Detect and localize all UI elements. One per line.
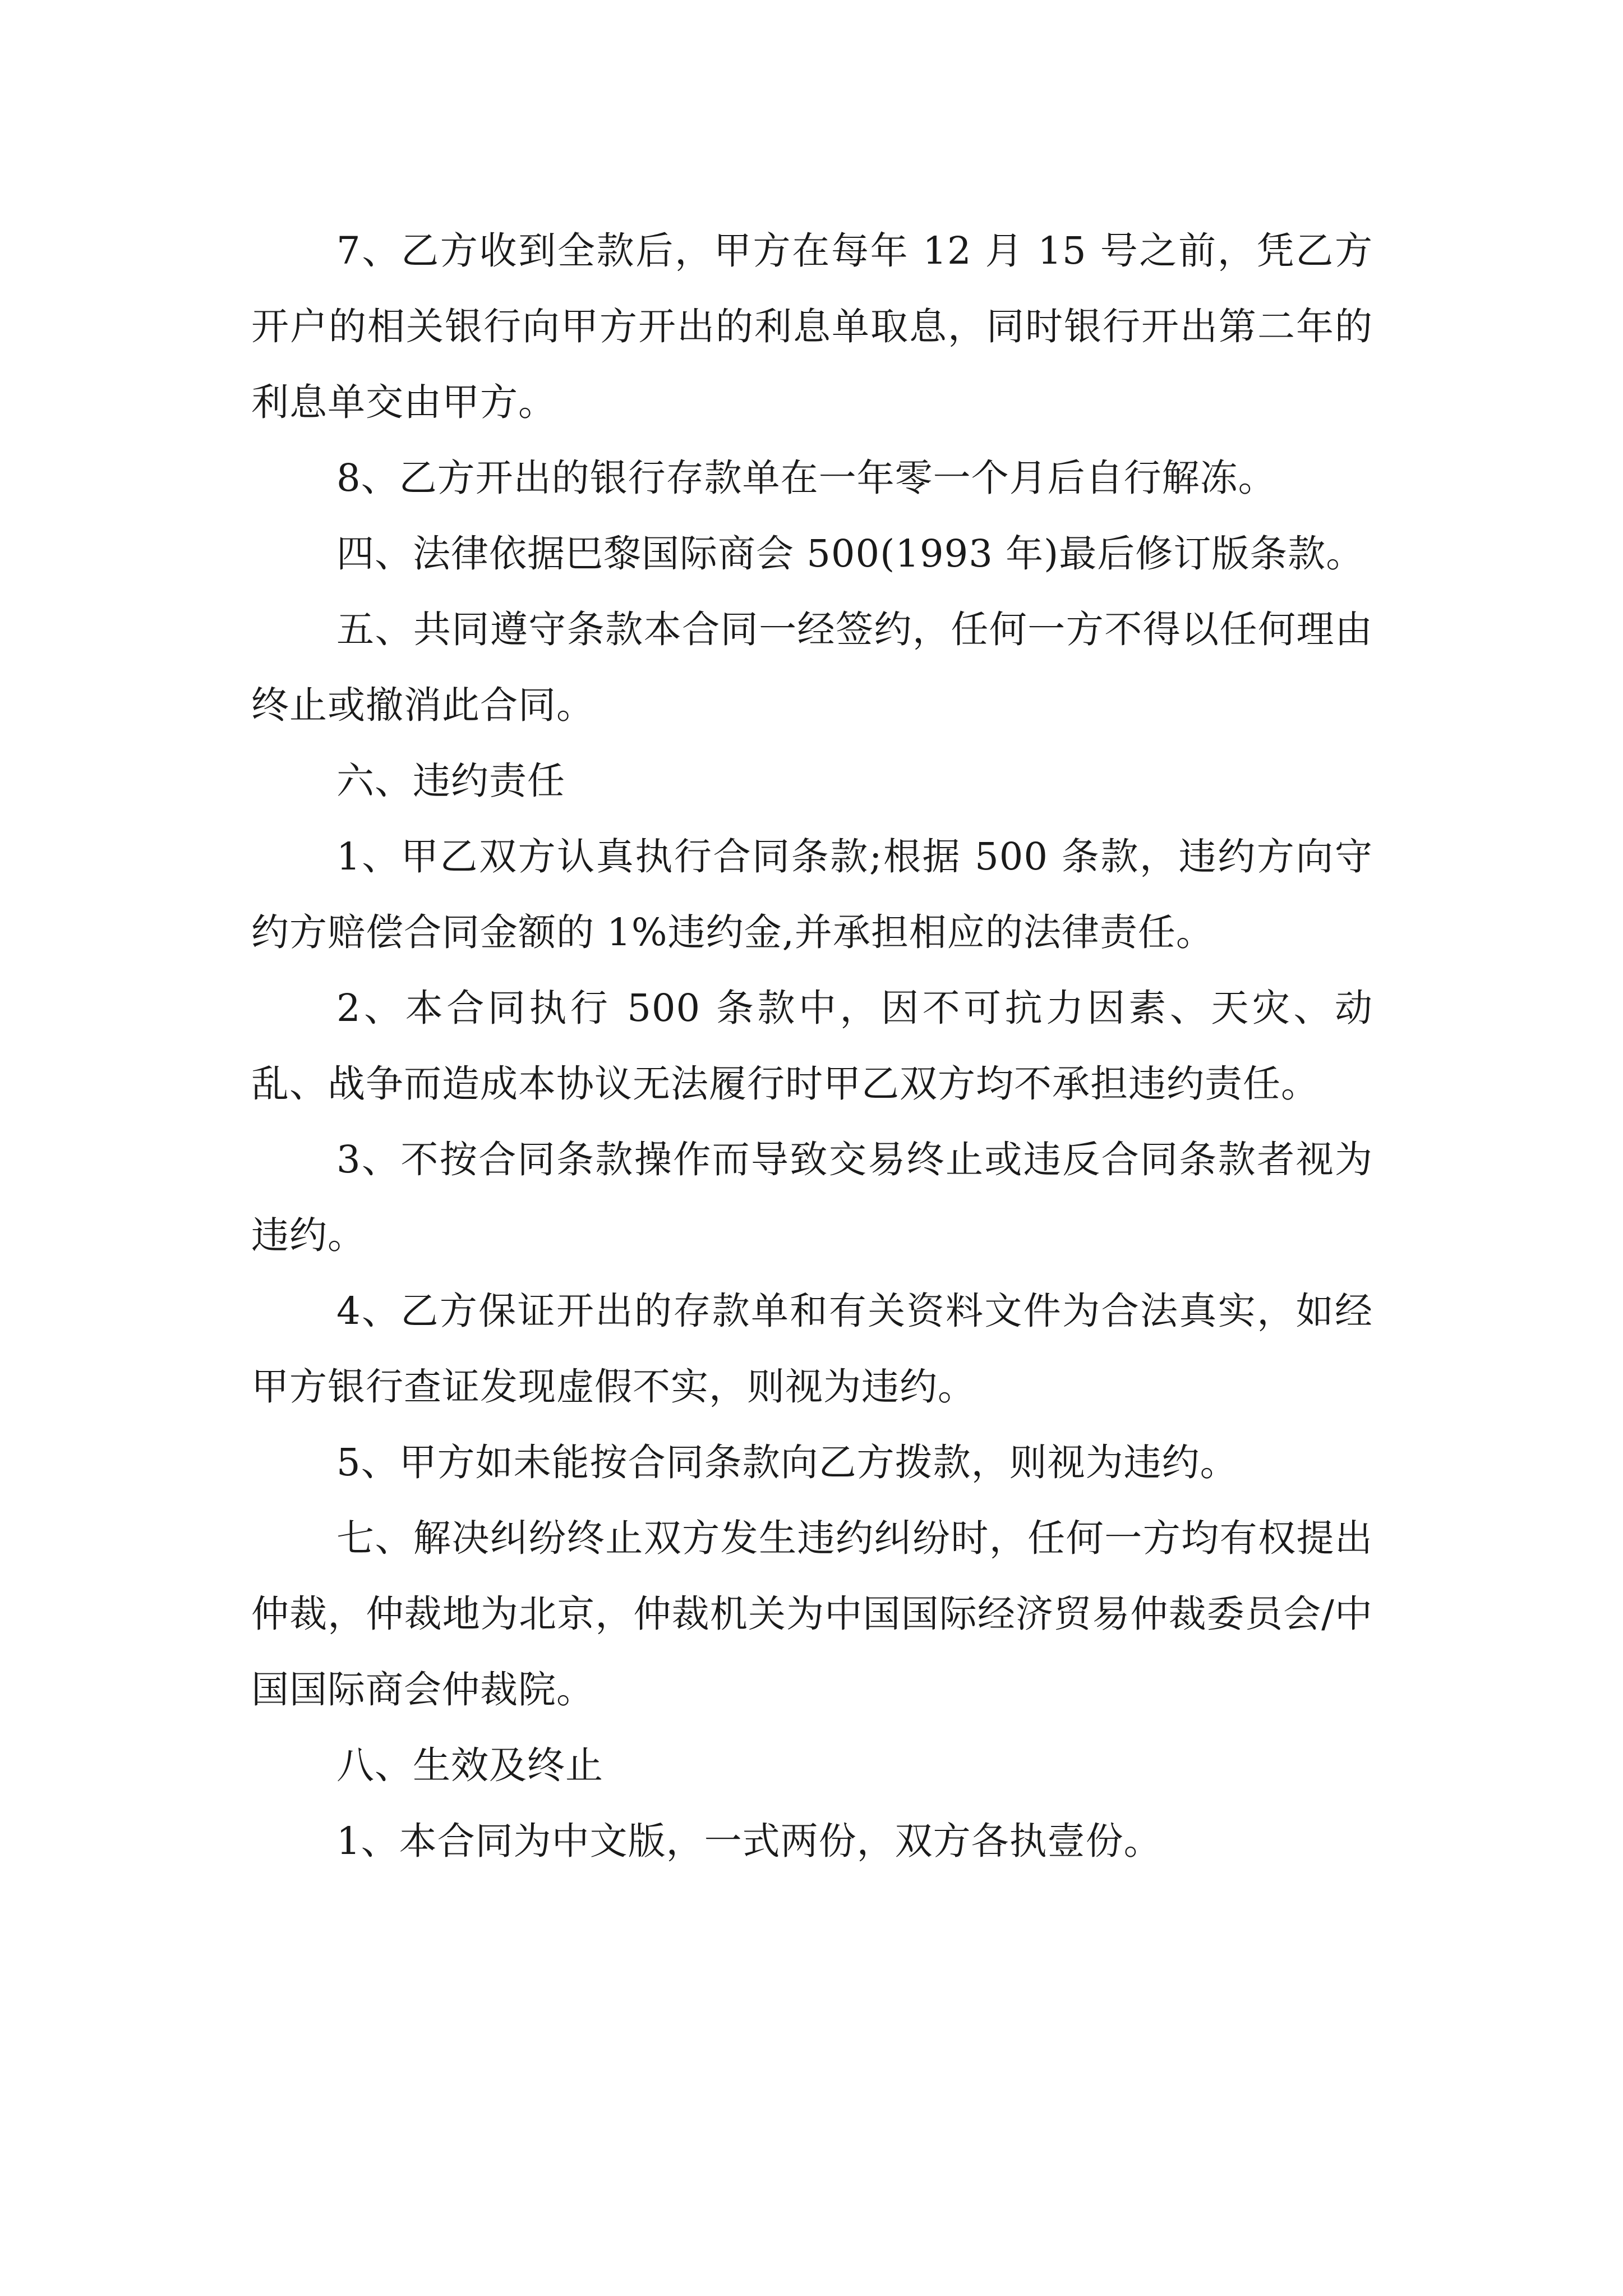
paragraph-effectiveness-1: 1、本合同为中文版，一式两份，双方各执壹份。 (336, 1819, 1162, 1863)
paragraph-liability-5: 5、甲方如未能按合同条款向乙方拨款，则视为违约。 (336, 1441, 1238, 1484)
paragraph-compliance: 五、共同遵守条款本合同一经签约，任何一方不得以任何理由终止或撤消此合同。 (251, 608, 1373, 727)
paragraph-liability-1: 1、甲乙双方认真执行合同条款;根据 500 条款，违约方向守约方赔偿合同金额的 1%违约金,并承担相应的法律责任。 (251, 835, 1373, 954)
paragraph-liability-4: 4、乙方保证开出的存款单和有关资料文件为合法真实，如经甲方银行查证发现虚假不实，则视为违约。 (251, 1289, 1373, 1409)
section-heading-liability: 六、违约责任 (336, 759, 565, 803)
document-body (251, 213, 1373, 1879)
paragraph-liability-2: 2、本合同执行 500 条款中，因不可抗力因素、天灾、动乱、战争而造成本协议无法履行时甲乙双方均不承担违约责任。 (251, 986, 1373, 1106)
paragraph-legal-basis: 四、法律依据巴黎国际商会 500(1993 年)最后修订版条款。 (336, 532, 1364, 576)
paragraph-clause-7: 7、乙方收到全款后，甲方在每年 12 月 15 号之前，凭乙方开户的相关银行向甲方开出的利息单取息，同时银行开出第二年的利息单交由甲方。 (251, 229, 1373, 424)
paragraph-dispute-resolution: 七、解决纠纷终止双方发生违约纠纷时，任何一方均有权提出仲裁，仲裁地为北京，仲裁机关为中国国际经济贸易仲裁委员会/中国国际商会仲裁院。 (251, 1516, 1373, 1711)
paragraph-liability-3: 3、不按合同条款操作而导致交易终止或违反合同条款者视为违约。 (251, 1138, 1373, 1257)
section-heading-effectiveness: 八、生效及终止 (336, 1743, 603, 1787)
paragraph-clause-8: 8、乙方开出的银行存款单在一年零一个月后自行解冻。 (336, 456, 1276, 500)
